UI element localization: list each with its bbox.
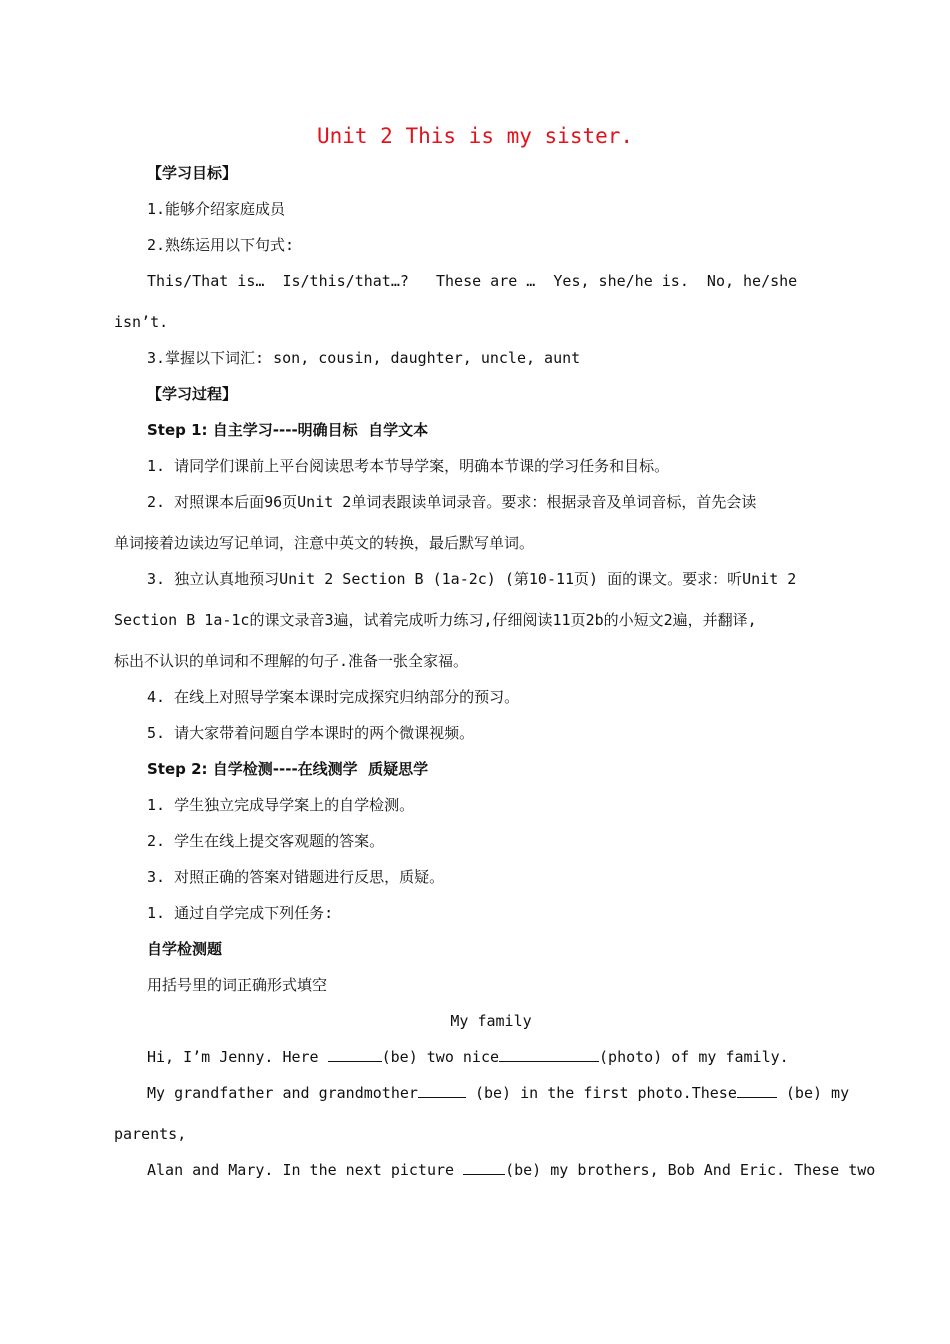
step1-item-1: 1. 请同学们课前上平台阅读思考本节导学案，明确本节课的学习任务和目标。 (147, 457, 670, 475)
passage-line-4 (147, 1160, 875, 1180)
passage-text: (be) two nice (381, 1048, 500, 1066)
passage-text: (be) my (776, 1084, 850, 1102)
selftest-instruction: 用括号里的词正确形式填空 (147, 976, 328, 994)
passage-text: (be) my brothers, Bob And Eric. These two (505, 1161, 876, 1179)
step1-item-3: 3. 独立认真地预习Unit 2 Section B (1a-2c) (第10-11页) 面的课文。要求：听Unit 2 (147, 570, 797, 588)
passage-text: Hi, I’m Jenny. Here (147, 1048, 328, 1066)
goals-heading: 【学习目标】 (147, 164, 238, 182)
goal-2: 2.熟练运用以下句式: (147, 236, 295, 254)
passage-line-2 (147, 1083, 849, 1103)
step1-item-4: 4. 在线上对照导学案本课时完成探究归纳部分的预习。 (147, 688, 520, 706)
passage-text: Alan and Mary. In the next picture (147, 1161, 464, 1179)
fill-blank[interactable] (499, 1047, 599, 1062)
document-title: Unit 2 This is my sister. (316, 124, 634, 148)
step2-item-4: 1. 通过自学完成下列任务: (147, 904, 334, 922)
passage-text: (be) in the first photo.These (465, 1084, 737, 1102)
goal-2-example: This/That is… Is/this/that…? These are … Yes, she/he is. No, he/she (147, 272, 798, 290)
step1-item-3-cont: Section B 1a-1c的课文录音3遍，试着完成听力练习,仔细阅读11页2b的小短文2遍，并翻译, (114, 611, 757, 629)
step2-item-3: 3. 对照正确的答案对错题进行反思，质疑。 (147, 868, 445, 886)
selftest-heading: 自学检测题 (147, 940, 223, 958)
step1-item-2-cont: 单词接着边读边写记单词，注意中英文的转换，最后默写单词。 (114, 534, 535, 552)
fill-blank[interactable] (418, 1083, 466, 1098)
step2-heading: Step 2: 自学检测----在线测学 质疑思学 (147, 760, 429, 778)
step1-heading: Step 1: 自主学习----明确目标 自学文本 (147, 421, 429, 439)
step2-item-1: 1. 学生独立完成导学案上的自学检测。 (147, 796, 415, 814)
goal-2-example-cont: isn’t. (114, 313, 169, 331)
step1-item-3-cont2: 标出不认识的单词和不理解的句子.准备一张全家福。 (114, 652, 469, 670)
step1-item-2: 2. 对照课本后面96页Unit 2单词表跟读单词录音。要求：根据录音及单词音标，首先会读 (147, 493, 757, 511)
goal-1: 1.能够介绍家庭成员 (147, 200, 286, 218)
step1-item-5: 5. 请大家带着问题自学本课时的两个微课视频。 (147, 724, 475, 742)
passage-line-3: parents, (114, 1125, 187, 1143)
step2-item-2: 2. 学生在线上提交客观题的答案。 (147, 832, 385, 850)
passage-title: My family (450, 1012, 532, 1030)
goal-3: 3.掌握以下词汇: son, cousin, daughter, uncle, aunt (147, 349, 581, 367)
process-heading: 【学习过程】 (147, 385, 238, 403)
fill-blank[interactable] (328, 1047, 382, 1062)
fill-blank[interactable] (737, 1083, 777, 1098)
passage-text: (photo) of my family. (599, 1048, 789, 1066)
passage-line-1 (147, 1047, 789, 1067)
passage-text: My grandfather and grandmother (147, 1084, 418, 1102)
fill-blank[interactable] (463, 1160, 505, 1175)
